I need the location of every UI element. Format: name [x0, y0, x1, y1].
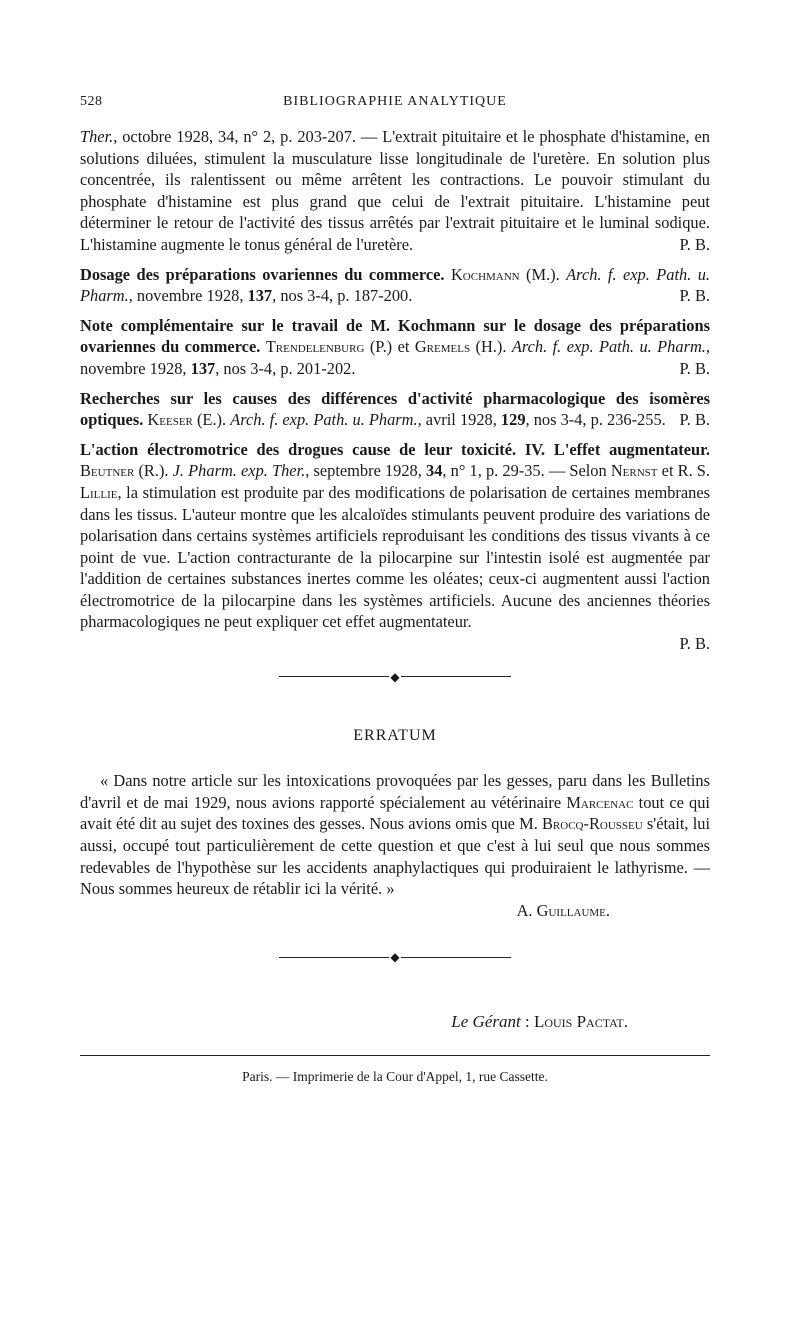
volume-number: 137 [247, 286, 273, 306]
section-divider [80, 671, 710, 683]
abstract-continuation [80, 126, 710, 256]
entry-title: L'action électromotrice des drogues cause de leur toxicité. IV. L'effet augmentateur. [80, 439, 710, 459]
section-divider [80, 951, 710, 963]
bibliography-entry [80, 315, 710, 380]
erratum-text-part: « Dans notre article sur les intoxications provoquées par les gesses, paru dans les Bulletins d'avril et de mai 1929, nous avions rapporté spécialement au vétérinaire [80, 771, 710, 812]
citation-date: , novembre 1928, [128, 286, 248, 306]
erratum-text-part: s'était, lui aussi, occupé tout particulièrement de cette question et que c'est à lui seul que nous sommes redevables de l'hypothèse sur les accidents anaphylactiques qui produiraient le lathyrisme. — Nous sommes heureux de rétablir ici la vérité. » [80, 814, 710, 899]
citation-pages: , nos 3-4, p. 201-202. [215, 358, 356, 378]
author-initials: (P.) et [364, 337, 415, 357]
page-body [80, 126, 710, 1088]
person-name: Brocq-Rousseu [542, 814, 643, 834]
author-name: Trendelenburg [265, 337, 365, 357]
page-number: 528 [80, 94, 103, 109]
running-header [80, 94, 710, 114]
divider-rule-left [279, 676, 389, 677]
divider-rule-right [401, 676, 511, 677]
gerant-line [80, 1011, 710, 1033]
signature-name: Guillaume. [536, 900, 610, 920]
volume-number: 137 [190, 358, 216, 378]
author-name: Lillie [80, 482, 118, 502]
diamond-ornament-icon: ◆ [390, 950, 400, 965]
author-name: Keeser [147, 410, 193, 430]
journal-name: Arch. f. exp. Path. u. Pharm. [511, 337, 706, 357]
author-initials: (R.). [134, 461, 173, 481]
entry-title: Dosage des préparations ovariennes du commerce. [80, 264, 445, 284]
person-name: Marcenac [566, 792, 634, 812]
entry-title: Note complémentaire sur le travail de M. Kochmann sur le dosage des préparations ovariennes du commerce. [80, 315, 710, 357]
citation-date: , avril 1928, [417, 410, 501, 430]
footer-rule [80, 1055, 710, 1056]
author-name: Kochmann [450, 264, 520, 284]
gerant-label: Le Gérant [451, 1012, 521, 1032]
signature: P. B. [679, 286, 710, 306]
erratum-text [80, 770, 710, 900]
author-initials: (E.). [192, 410, 231, 430]
erratum-heading: ERRATUM [353, 726, 437, 744]
running-title: BIBLIOGRAPHIE ANALYTIQUE [283, 94, 507, 109]
citation-date: , novembre 1928, [80, 337, 710, 378]
citation-date: , septembre 1928, [305, 461, 426, 481]
abstract-text: , octobre 1928, 34, n° 2, p. 203-207. — L'extrait pituitaire et le phosphate d'histamine, en solutions diluées, stimulent la musculature lisse longitudinale de l'uretère. En solution plus concentrée, ils ralentissent ou même arrêtent les contractions. Le pouvoir stimulant du phosphate d'histamine est plus grand que celui de l'extrait pituitaire. L'histamine peut déterminer le retour de l'activité des tissus arrêtés par l'extrait pituitaire et le luminal sodique. L'histamine augmente le tonus général de l'uretère. [80, 127, 710, 254]
journal-name: J. Pharm. exp. Ther. [172, 461, 306, 481]
citation-pages: , nos 3-4, p. 187-200. [272, 286, 413, 306]
signature: P. B. [679, 234, 710, 254]
printer-imprint: Paris. — Imprimerie de la Cour d'Appel, 1, rue Cassette. [242, 1069, 548, 1084]
author-name: Gremels [414, 337, 471, 357]
signature-initial: A. [516, 900, 537, 920]
volume-number: 34 [426, 461, 443, 481]
signature: P. B. [679, 634, 710, 654]
author-name: Nernst [610, 461, 658, 481]
bibliography-entry [80, 264, 710, 307]
journal-name: Arch. f. exp. Path. u. Pharm. [80, 264, 710, 306]
divider-rule-right [401, 957, 511, 958]
abstract-text: , la stimulation est produite par des modifications de polarisation de certaines membranes dans les tissus. L'auteur montre que les alcaloïdes stimulants peuvent produire des variations de polarisation dans certains systèmes artificiels reproduisant les conditions des tissus vivants à ce point de vue. L'action contracturante de la pilocarpine sur l'intestin isolé est augmentée par l'addition de certaines substances inertes comme les oléates; ceux-ci augmentent aussi l'action électromotrice de la pilocarpine dans les systèmes artificiels. Aucune des anciennes théories pharmacologiques ne peut expliquer cet effet augmentateur. [80, 482, 710, 632]
author-initials: (H.). [470, 337, 512, 357]
diamond-ornament-icon: ◆ [390, 669, 400, 684]
author-initials: (M.). [519, 264, 567, 284]
erratum-text-part: tout ce qui avait été dit au sujet des toxines des gesses. Nous avions omis que M. [80, 792, 710, 834]
signature: P. B. [679, 410, 710, 430]
bibliography-entry [80, 439, 710, 633]
entry-title: Recherches sur les causes des différences d'activité pharmacologique des isomères optiques. [80, 388, 710, 430]
author-connector: et R. S. [657, 461, 711, 481]
author-name: Beutner [80, 461, 135, 481]
divider-rule-left [279, 957, 389, 958]
erratum-signature [80, 900, 710, 922]
signature: P. B. [679, 358, 710, 378]
bibliography-entry [80, 388, 710, 431]
page [80, 94, 710, 1088]
citation-pages: , n° 1, p. 29-35. — Selon [442, 461, 611, 481]
journal-name: Arch. f. exp. Path. u. Pharm. [230, 410, 418, 430]
volume-number: 129 [500, 410, 526, 430]
citation-pages: , nos 3-4, p. 236-255. [525, 410, 666, 430]
journal-fragment: Ther. [80, 127, 114, 146]
gerant-separator: : [520, 1012, 534, 1032]
gerant-name: Louis Pactat. [533, 1012, 628, 1032]
